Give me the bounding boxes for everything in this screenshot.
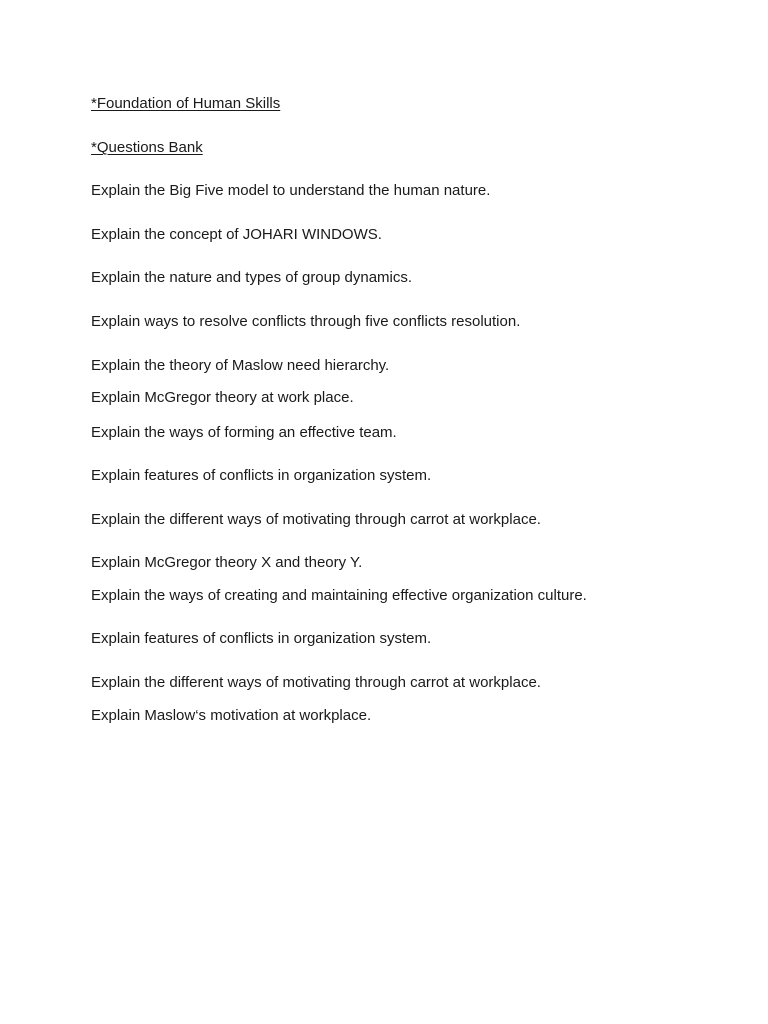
question-item: Explain ways to resolve conflicts through five conflicts resolution. [91,313,521,330]
question-item: Explain the different ways of motivating through carrot at workplace. [91,511,541,528]
question-item: Explain the theory of Maslow need hierarchy. [91,357,390,374]
question-item: Explain McGregor theory at work place. [91,389,354,406]
question-item: Explain features of conflicts in organization system. [91,467,432,484]
question-item: Explain McGregor theory X and theory Y. [91,554,363,571]
question-item: Explain the ways of creating and maintaining effective organization culture. [91,587,587,604]
document-subtitle: *Questions Bank [91,139,203,156]
question-item: Explain features of conflicts in organization system. [91,630,432,647]
question-item: Explain Maslow‘s motivation at workplace. [91,707,372,724]
question-item: Explain the different ways of motivating through carrot at workplace. [91,674,541,691]
question-item: Explain the nature and types of group dynamics. [91,269,413,286]
question-item: Explain the concept of JOHARI WINDOWS. [91,226,382,243]
question-item: Explain the ways of forming an effective team. [91,424,397,441]
question-item: Explain the Big Five model to understand the human nature. [91,182,491,199]
document-title: *Foundation of Human Skills [91,95,281,112]
